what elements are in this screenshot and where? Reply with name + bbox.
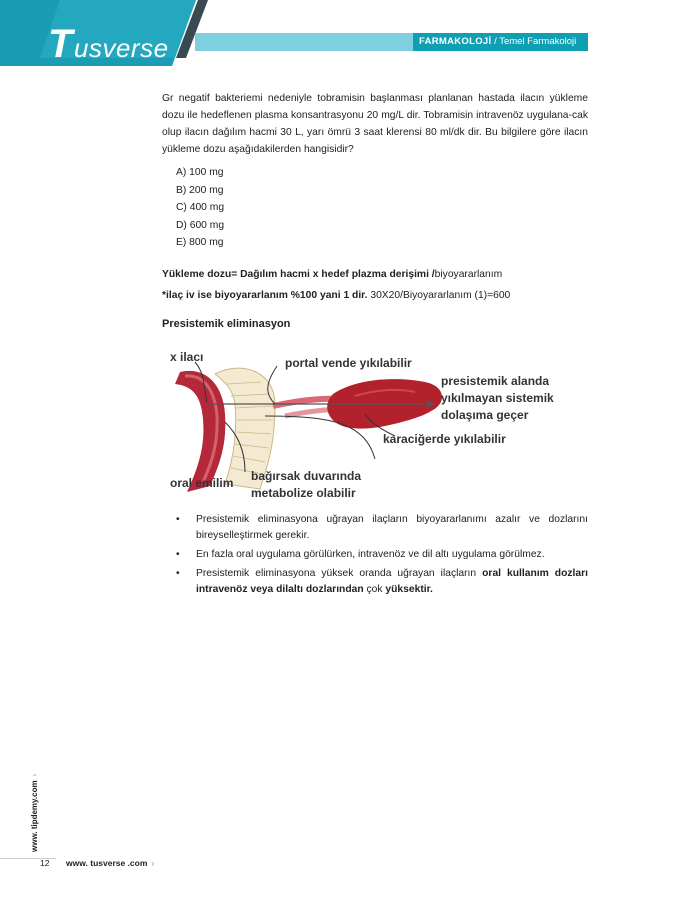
list-item (176, 547, 588, 563)
iv-note-bold: *ilaç iv ise biyoyararlanım %100 yani 1 dir. (162, 289, 368, 301)
option-b[interactable]: B) 200 mg (176, 184, 224, 196)
iv-note (162, 287, 588, 305)
bullet-text-pre: Presistemik eliminasyona yüksek oranda uğrayan ilaçların (196, 568, 483, 579)
section-breadcrumb (413, 33, 588, 51)
bullet-icon: • (176, 549, 180, 560)
page-number: 12 (40, 858, 50, 868)
list-item (176, 512, 588, 544)
question-text: Gr negatif bakteriemi nedeniyle tobramisin başlanması planlanan hastada ilacın yükleme dozu ile hedeflenen plasma konsantrasyonu 20 mg/L dir. Tobramisin intravenöz uygulana-cak olup ilacın dağılım hacmi 30 L, yarı ömrü 3 saat klerensi 80 ml/dk dir. Bu bilgilere göre ilacın yükleme dozu aşağıdakilerden hangisidir? (162, 93, 588, 155)
breadcrumb-separator: / (491, 36, 500, 47)
footer-url-dot: › (151, 858, 155, 868)
bullet-text-mid: çok (363, 584, 386, 595)
side-url-text: www. tipdemy.com (30, 780, 39, 852)
side-url-dot: › (30, 773, 39, 777)
label-presystemic-3: dolaşıma geçer (441, 408, 529, 422)
answer-options (176, 164, 588, 252)
formula-bold: Yükleme dozu= Dağılım hacmi x hedef plazma derişimi / (162, 268, 435, 280)
section-name: FARMAKOLOJİ (419, 36, 492, 47)
key-points-list (176, 512, 588, 601)
option-c[interactable]: C) 400 mg (176, 202, 225, 213)
bullet-icon: • (176, 514, 180, 525)
bullet-text-bold: oral kullanım dozları intravenöz veya dilaltı dozlarından (196, 568, 588, 595)
section-subheading: Presistemik eliminasyon (162, 318, 291, 330)
iv-note-calc: 30X20/Biyoyararlanım (1)=600 (367, 289, 511, 301)
option-e[interactable]: E) 800 mg (176, 237, 224, 248)
subsection-name: Temel Farmakoloji (499, 36, 577, 47)
list-item (176, 566, 588, 598)
footer-url-text: www. tusverse .com (66, 858, 148, 868)
side-website-link[interactable] (30, 774, 39, 852)
label-presystemic-1: presistemik alanda (441, 374, 550, 388)
logo-letter-t: T (48, 22, 73, 66)
footer-website-link[interactable] (66, 858, 154, 868)
label-bowel-wall-2: metabolize olabilir (251, 486, 356, 500)
label-portal-vein: portal vende yıkılabilir (285, 356, 412, 370)
bullet-text: En fazla oral uygulama görülürken, intravenöz ve dil altı uygulama görülmez. (196, 549, 545, 560)
question-block (162, 90, 588, 305)
page-header (0, 0, 700, 66)
label-liver: karaciğerde yıkılabilir (383, 432, 506, 446)
label-presystemic-2: yıkılmayan sistemik (441, 391, 554, 405)
label-x-drug: x ilacı (170, 350, 204, 364)
presystemic-elimination-diagram (165, 344, 585, 504)
label-bowel-wall-1: bağırsak duvarında (251, 469, 362, 483)
label-oral-absorption: oral emilim (170, 476, 234, 490)
bullet-text: Presistemik eliminasyona uğrayan ilaçların biyoyararlanımı azalır ve dozlarını bireyselleştirmek gerekir. (196, 514, 588, 541)
formula-normal: biyoyararlanım (434, 268, 503, 280)
option-d[interactable]: D) 600 mg (176, 219, 225, 231)
option-a[interactable]: A) 100 mg (176, 167, 224, 178)
logo-wordmark: usverse (74, 33, 169, 63)
loading-dose-formula (162, 266, 588, 284)
bullet-text-bold-end: yüksektir. (385, 584, 433, 595)
bullet-icon: • (176, 568, 180, 579)
